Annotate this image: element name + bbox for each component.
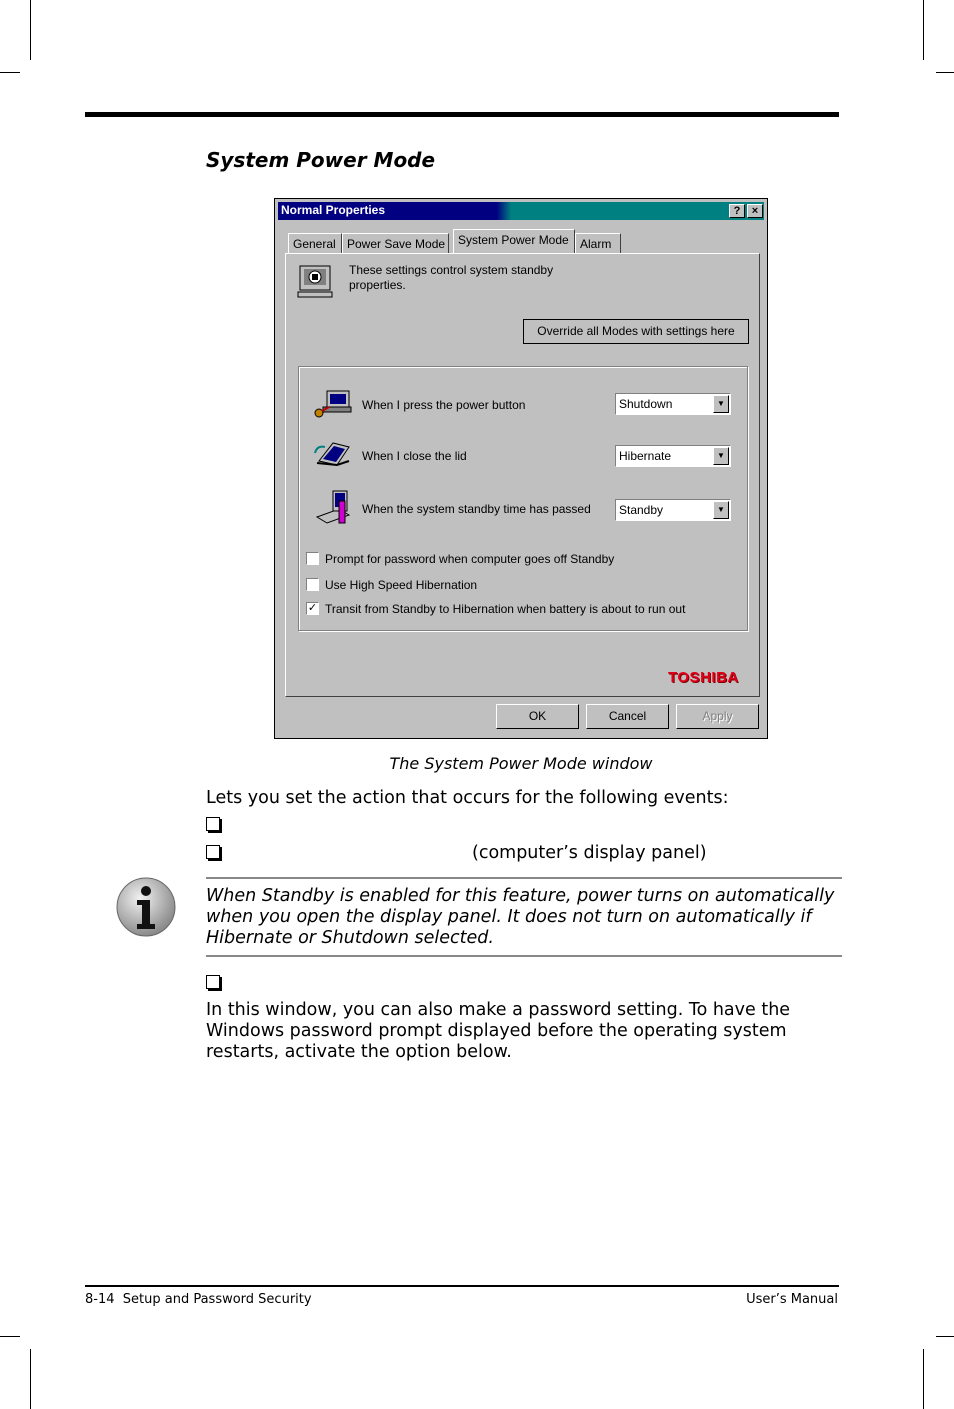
ok-button[interactable]: OK [496,704,579,729]
crop-mark [936,72,954,73]
dialog-titlebar[interactable] [278,202,764,220]
dialog-title: Normal Properties [281,203,386,217]
power-button-value: Shutdown [619,397,673,411]
chevron-down-icon[interactable]: ▼ [713,447,729,465]
bullet-checkbox-icon [206,817,220,831]
footer-section: 8-14 Setup and Password Security [85,1292,312,1307]
high-speed-hibernation-checkbox[interactable] [306,578,319,591]
tab-system-power-mode[interactable]: System Power Mode [453,229,575,253]
crop-mark [30,1349,31,1409]
toshiba-logo: TOSHIBA [668,669,739,686]
chevron-down-icon[interactable]: ▼ [713,501,729,519]
tab-power-save-mode[interactable]: Power Save Mode [342,233,449,253]
crop-mark [30,0,31,60]
standby-time-label: When the system standby time has passed [362,502,591,516]
info-icon [115,876,177,938]
note-bottom-rule [206,955,842,957]
bullet-checkbox-icon [206,975,220,989]
bullet-checkbox-icon [206,845,220,859]
figure-caption: The System Power Mode window [389,754,653,773]
override-button[interactable]: Override all Modes with settings here [523,319,749,344]
crop-mark [0,1336,20,1337]
tab-alarm[interactable]: Alarm [575,233,621,253]
lid-close-value: Hibernate [619,449,672,463]
section-title: System Power Mode [206,148,436,172]
password-paragraph: In this window, you can also make a password setting. To have the Windows password prompt displayed before the operating system restarts, activate the option below. [206,1000,791,1062]
power-button-select[interactable] [615,393,731,415]
intro-text: These settings control system standby properties. [349,263,554,292]
transit-hibernation-label[interactable]: Transit from Standby to Hibernation when battery is about to run out [325,602,686,616]
footer-rule [85,1285,839,1287]
lid-close-icon [313,439,353,471]
crop-mark [923,0,924,60]
prompt-password-label[interactable]: Prompt for password when computer goes off Standby [325,552,615,566]
close-button[interactable]: × [747,204,763,218]
lid-close-select[interactable] [615,445,731,467]
tab-general[interactable]: General [288,233,342,253]
note-top-rule [206,877,842,879]
header-rule [85,112,839,117]
crop-mark [0,72,20,73]
apply-button[interactable]: Apply [676,704,759,729]
transit-hibernation-checkbox[interactable]: ✓ [307,602,318,614]
lid-close-label: When I close the lid [362,449,467,463]
prompt-password-checkbox[interactable] [306,552,319,565]
intro-paragraph: Lets you set the action that occurs for the following events: [206,788,729,808]
help-button[interactable]: ? [729,204,745,218]
chevron-down-icon[interactable]: ▼ [713,395,729,413]
bullet-2-text: (computer’s display panel) [472,843,707,863]
standby-timer-icon [313,487,353,527]
normal-properties-dialog [274,198,768,739]
standby-time-select[interactable] [615,499,731,521]
footer-manual: User’s Manual [746,1292,838,1307]
power-button-label: When I press the power button [362,398,526,412]
power-settings-icon [297,263,335,301]
crop-mark [936,1336,954,1337]
crop-mark [923,1349,924,1409]
high-speed-hibernation-label[interactable]: Use High Speed Hibernation [325,578,478,592]
standby-time-value: Standby [619,503,664,517]
power-button-icon [313,389,353,421]
cancel-button[interactable]: Cancel [586,704,669,729]
note-text: When Standby is enabled for this feature, power turns on automatically when you open the display panel. It does not turn on automatically if Hibernate or Shutdown selected. [206,886,835,948]
